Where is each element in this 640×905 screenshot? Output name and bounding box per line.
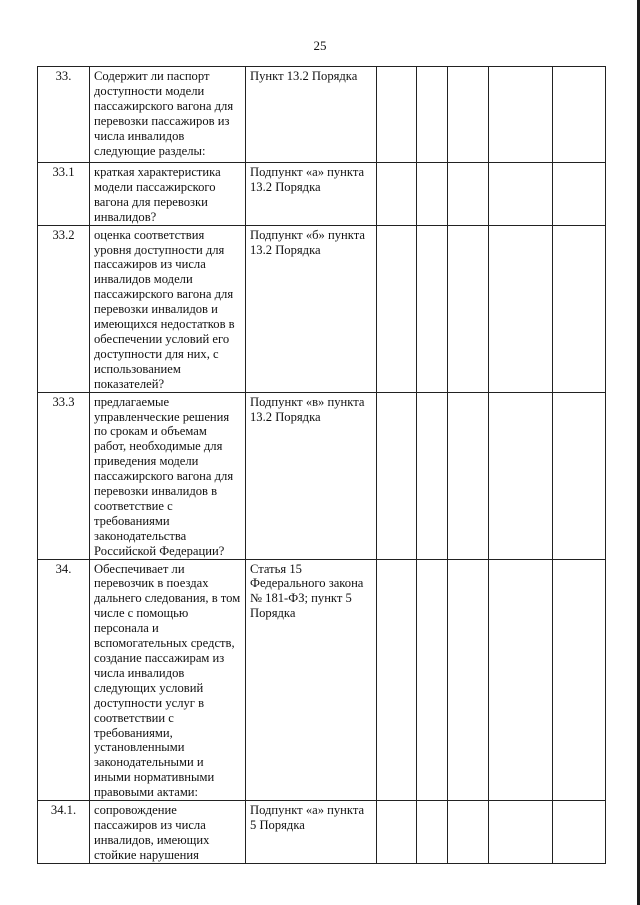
row-number: 33.3 (38, 392, 90, 559)
row-question: краткая характеристика модели пассажирского вагона для перевозки инвалидов? (90, 163, 246, 226)
answer-cell-yes (377, 67, 417, 163)
row-reference: Подпункт «б» пункта 13.2 Порядка (246, 225, 377, 392)
row-question: оценка соответствия уровня доступности для пассажиров из числа инвалидов модели пассажирского вагона для перевозки инвалидов и имеющихся недостатков в обеспечении условий его доступности для них, с использованием показателей? (90, 225, 246, 392)
row-reference: Пункт 13.2 Порядка (246, 67, 377, 163)
answer-cell-no (417, 225, 448, 392)
answer-cell-no (417, 559, 448, 801)
answer-cell-yes (377, 801, 417, 864)
answer-cell-note (489, 392, 553, 559)
row-number: 34. (38, 559, 90, 801)
answer-cell-yes (377, 225, 417, 392)
row-reference: Подпункт «а» пункта 5 Порядка (246, 801, 377, 864)
row-question: Содержит ли паспорт доступности модели пассажирского вагона для перевозки пассажиров из числа инвалидов следующие разделы: (90, 67, 246, 163)
row-reference: Статья 15 Федерального закона № 181-ФЗ; пункт 5 Порядка (246, 559, 377, 801)
row-reference: Подпункт «а» пункта 13.2 Порядка (246, 163, 377, 226)
table-row (38, 163, 606, 226)
answer-cell-extra (553, 801, 606, 864)
answer-cell-no (417, 801, 448, 864)
answer-cell-na (448, 559, 489, 801)
answer-cell-extra (553, 67, 606, 163)
answer-cell-note (489, 225, 553, 392)
answer-cell-extra (553, 559, 606, 801)
row-number: 34.1. (38, 801, 90, 864)
answer-cell-na (448, 225, 489, 392)
answer-cell-extra (553, 392, 606, 559)
checklist-table (37, 66, 606, 864)
row-number: 33. (38, 67, 90, 163)
row-reference: Подпункт «в» пункта 13.2 Порядка (246, 392, 377, 559)
answer-cell-note (489, 67, 553, 163)
table-row (38, 559, 606, 801)
answer-cell-note (489, 559, 553, 801)
row-question: Обеспечивает ли перевозчик в поездах дальнего следования, в том числе с помощью персонала и вспомогательных средств, создание пассажирам из числа инвалидов следующих условий доступности услуг в соответствии с требованиями, установленными законодательными и иными нормативными правовыми актами: (90, 559, 246, 801)
answer-cell-no (417, 392, 448, 559)
answer-cell-note (489, 801, 553, 864)
row-number: 33.2 (38, 225, 90, 392)
page-number: 25 (313, 38, 327, 53)
answer-cell-extra (553, 163, 606, 226)
answer-cell-no (417, 163, 448, 226)
answer-cell-na (448, 801, 489, 864)
row-question: сопровождение пассажиров из числа инвалидов, имеющих стойкие нарушения (90, 801, 246, 864)
answer-cell-note (489, 163, 553, 226)
answer-cell-na (448, 163, 489, 226)
answer-cell-yes (377, 559, 417, 801)
answer-cell-yes (377, 163, 417, 226)
table-row (38, 67, 606, 163)
answer-cell-na (448, 392, 489, 559)
row-number: 33.1 (38, 163, 90, 226)
answer-cell-extra (553, 225, 606, 392)
answer-cell-yes (377, 392, 417, 559)
row-question: предлагаемые управленческие решения по срокам и объемам работ, необходимые для приведения модели пассажирского вагона для перевозки инвалидов в соответствие с требованиями законодательства Российской Федерации? (90, 392, 246, 559)
table-row (38, 225, 606, 392)
answer-cell-no (417, 67, 448, 163)
answer-cell-na (448, 67, 489, 163)
table-row (38, 392, 606, 559)
table-row (38, 801, 606, 864)
